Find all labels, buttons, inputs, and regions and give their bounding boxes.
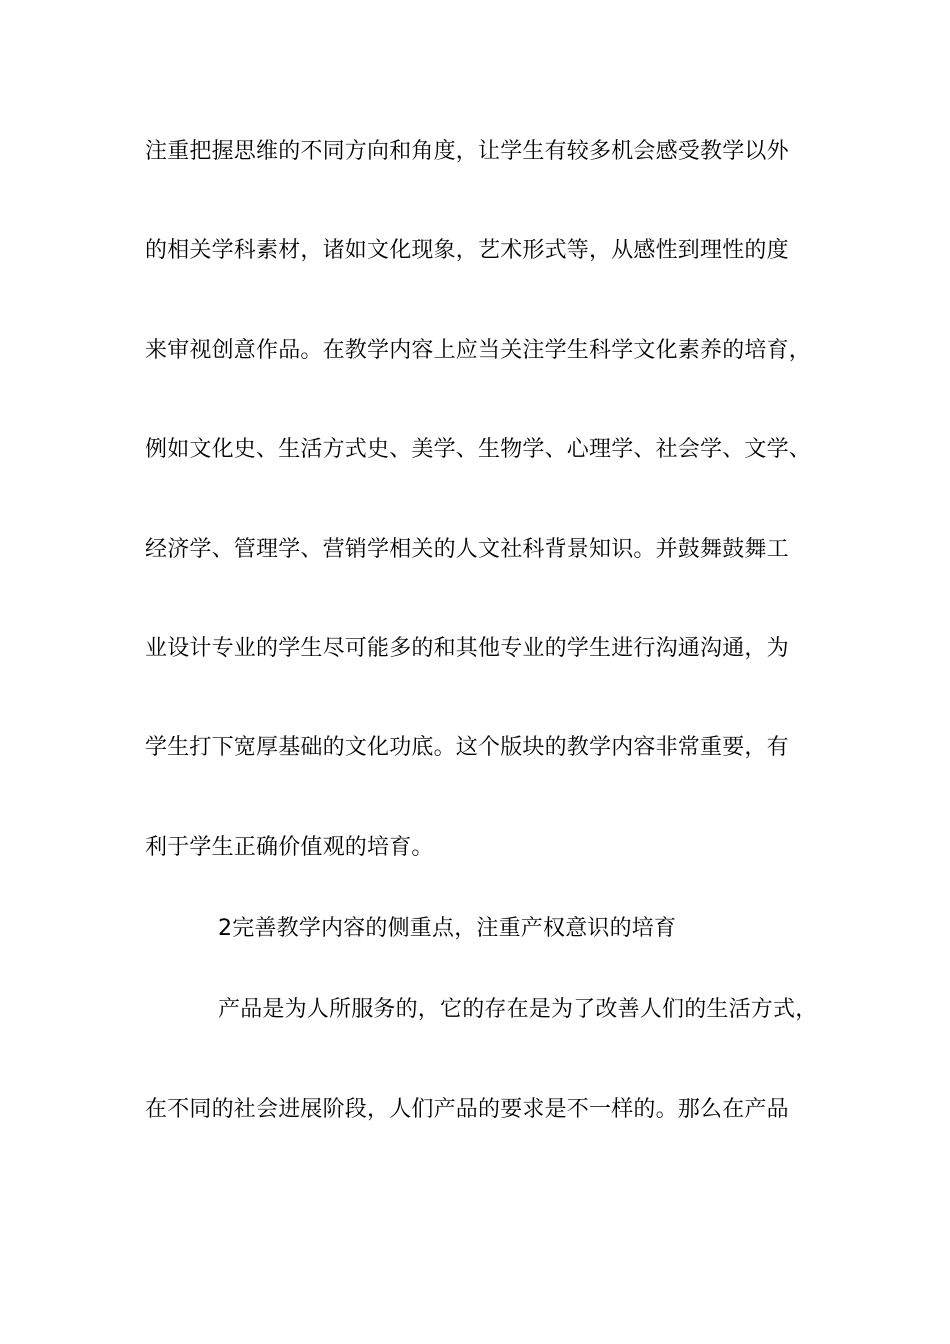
paragraph-line: 经济学、管理学、营销学相关的人文社科背景知识。并鼓舞鼓舞工 xyxy=(145,537,789,562)
paragraph-line: 来审视创意作品。在教学内容上应当关注学生科学文化素养的培育， xyxy=(145,338,812,363)
paragraph-line: 业设计专业的学生尽可能多的和其他专业的学生进行沟通沟通，为 xyxy=(145,636,789,661)
section-heading: 2完善教学内容的侧重点，注重产权意识的培育 xyxy=(218,916,677,941)
paragraph-line: 利于学生正确价值观的培育。 xyxy=(145,835,434,860)
paragraph-line: 在不同的社会进展阶段，人们产品的要求是不一样的。那么在产品 xyxy=(145,1097,789,1122)
paragraph-line: 产品是为人所服务的，它的存在是为了改善人们的生活方式， xyxy=(218,997,818,1022)
paragraph-line: 注重把握思维的不同方向和角度，让学生有较多机会感受教学以外 xyxy=(145,139,789,164)
paragraph-line: 例如文化史、生活方式史、美学、生物学、心理学、社会学、文学、 xyxy=(145,437,812,462)
paragraph-line: 的相关学科素材，诸如文化现象，艺术形式等，从感性到理性的度 xyxy=(145,238,789,263)
paragraph-line: 学生打下宽厚基础的文化功底。这个版块的教学内容非常重要，有 xyxy=(145,735,789,760)
